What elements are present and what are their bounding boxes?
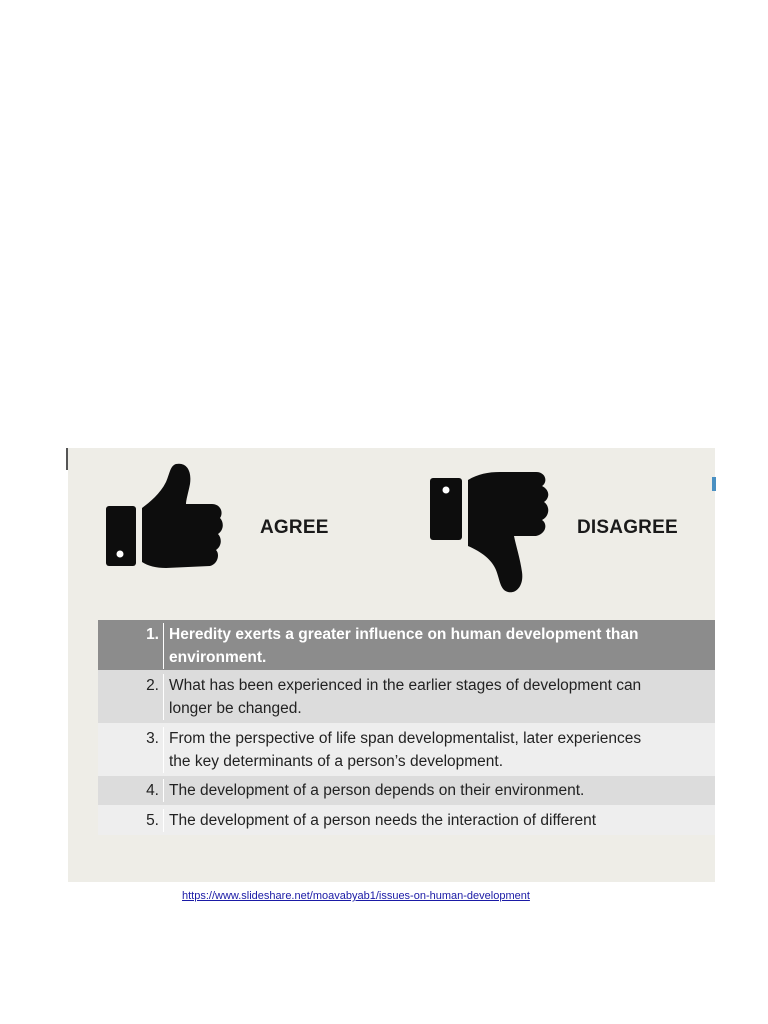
statement-text <box>163 727 715 773</box>
statement-text <box>163 623 715 669</box>
statement-text <box>163 779 715 802</box>
statement-line: What has been experienced in the earlier stages of development can <box>169 677 642 694</box>
statement-line: longer be changed. <box>169 700 302 717</box>
statement-number: 1. <box>146 626 159 643</box>
slide-image <box>68 448 715 882</box>
agree-label: AGREE <box>260 517 329 538</box>
thumbs-down-icon <box>430 468 555 598</box>
statement-row <box>98 723 715 776</box>
statement-number: 4. <box>146 782 159 799</box>
statement-line: The development of a person depends on their environment. <box>169 782 585 799</box>
statement-number: 3. <box>146 730 159 747</box>
statement-row <box>98 776 715 805</box>
thumbs-up-icon <box>106 456 226 586</box>
statement-row <box>98 805 715 835</box>
slide-edge-marker <box>712 477 716 491</box>
disagree-label: DISAGREE <box>577 517 678 538</box>
statements-table <box>98 620 715 835</box>
statement-line: environment. <box>169 649 267 666</box>
statement-line: From the perspective of life span developmentalist, later experiences <box>169 730 642 747</box>
statement-number: 2. <box>146 677 159 694</box>
statement-row <box>98 670 715 723</box>
statement-line: the key determinants of a person’s development. <box>169 753 504 770</box>
statement-row <box>98 620 715 670</box>
source-link[interactable]: https://www.slideshare.net/moavabyab1/issues-on-human-development <box>182 890 530 902</box>
statement-line: The development of a person needs the interaction of different <box>169 812 597 829</box>
statement-line: Heredity exerts a greater influence on human development than <box>169 626 639 643</box>
statement-number: 5. <box>146 812 159 829</box>
statement-text <box>163 809 715 832</box>
statement-text <box>163 674 715 720</box>
